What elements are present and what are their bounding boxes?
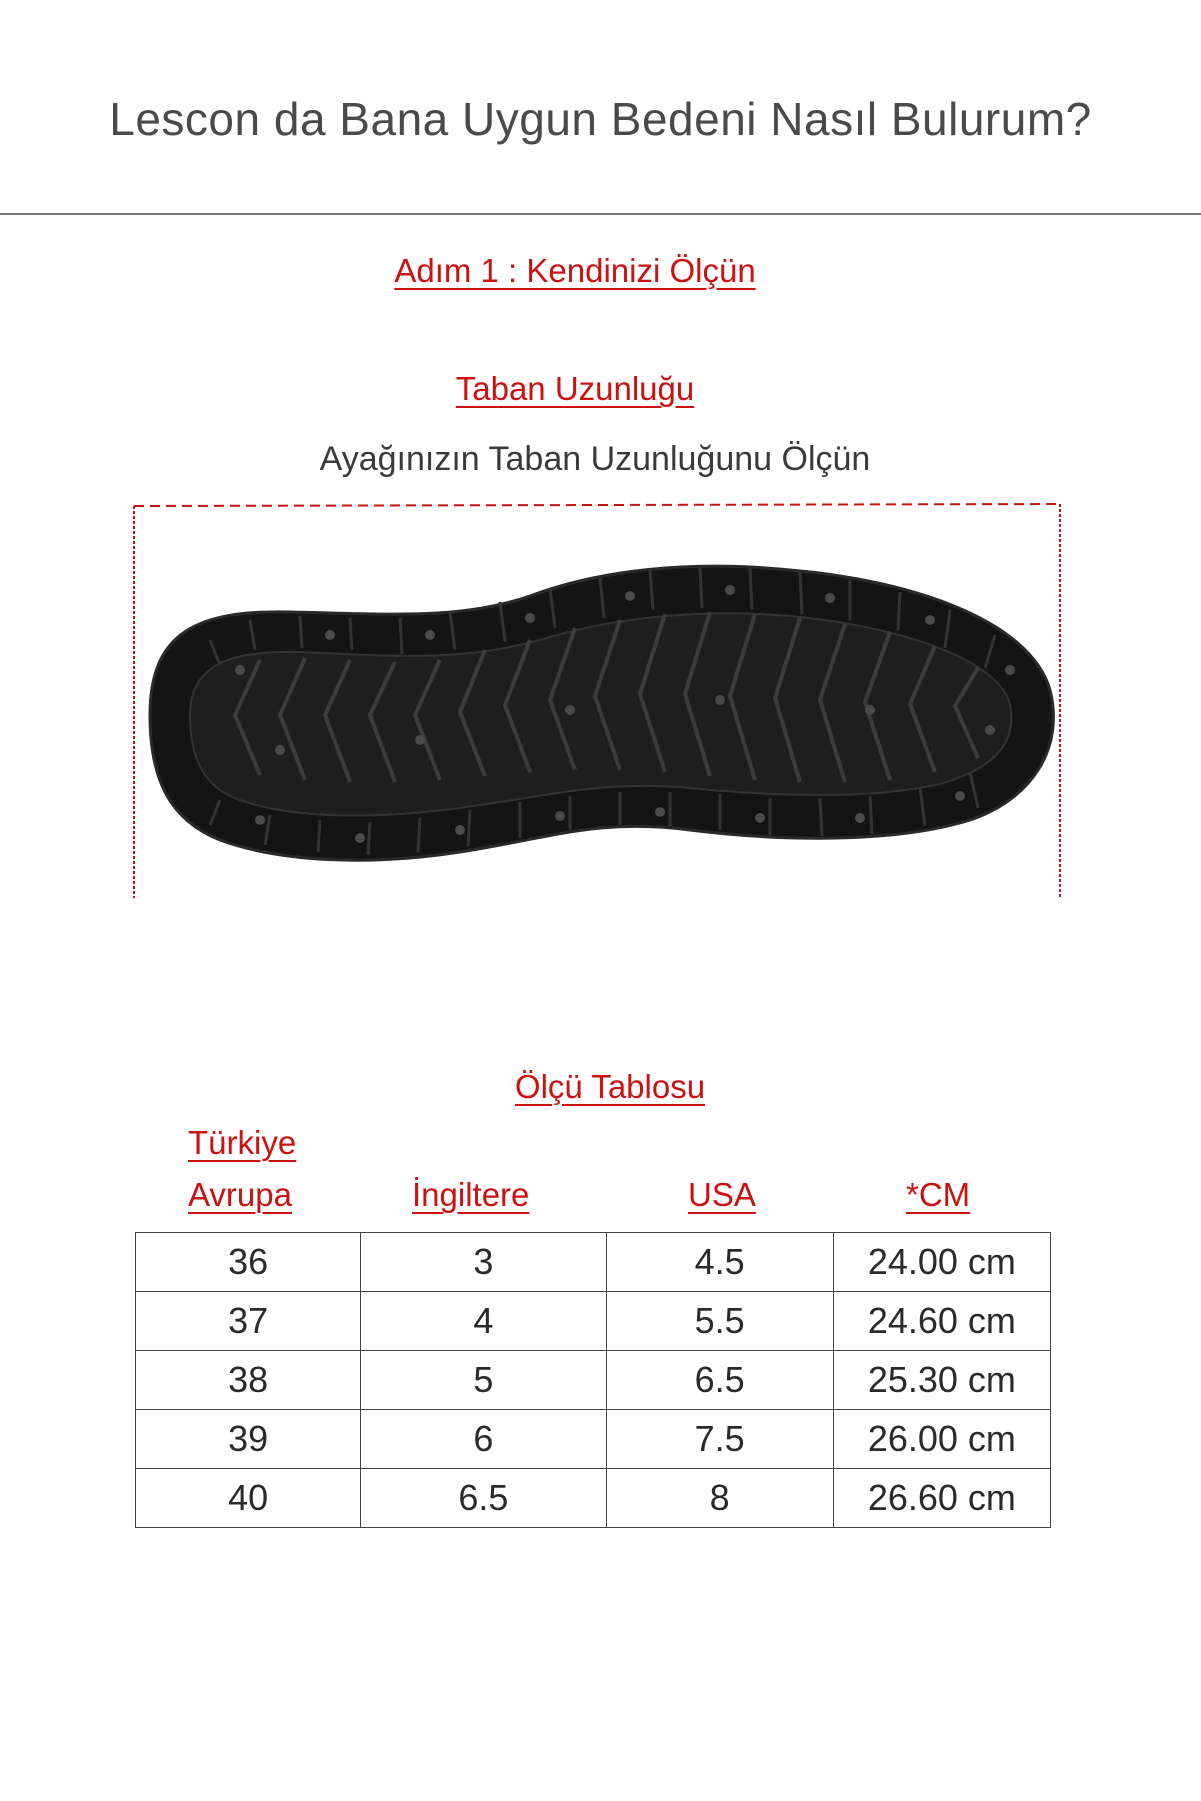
eu-size-cell: 39 bbox=[136, 1410, 361, 1469]
size-table bbox=[135, 1232, 1051, 1528]
uk-size-cell: 4 bbox=[361, 1292, 606, 1351]
page-title: Lescon da Bana Uygun Bedeni Nasıl Bulurum? bbox=[109, 93, 1092, 145]
table-row bbox=[136, 1410, 1051, 1469]
header-turkey: Türkiye bbox=[188, 1124, 297, 1161]
header-uk: İngiltere bbox=[412, 1176, 530, 1213]
cm-size-cell: 26.00 cm bbox=[833, 1410, 1050, 1469]
sole-length-heading: Taban Uzunluğu bbox=[455, 370, 695, 407]
uk-size-cell: 3 bbox=[361, 1233, 606, 1292]
eu-size-cell: 36 bbox=[136, 1233, 361, 1292]
table-row bbox=[136, 1233, 1051, 1292]
eu-size-cell: 37 bbox=[136, 1292, 361, 1351]
shoe-sole-illustration bbox=[130, 500, 1064, 925]
us-size-cell: 7.5 bbox=[606, 1410, 833, 1469]
us-size-cell: 4.5 bbox=[606, 1233, 833, 1292]
shoe-sole-image bbox=[130, 500, 1064, 925]
cm-size-cell: 26.60 cm bbox=[833, 1469, 1050, 1528]
measure-instruction: Ayağınızın Taban Uzunluğunu Ölçün bbox=[319, 440, 871, 478]
uk-size-cell: 6 bbox=[361, 1410, 606, 1469]
step-heading: Adım 1 : Kendinizi Ölçün bbox=[394, 252, 756, 289]
table-row bbox=[136, 1351, 1051, 1410]
header-usa: USA bbox=[688, 1176, 756, 1213]
uk-size-cell: 6.5 bbox=[361, 1469, 606, 1528]
us-size-cell: 5.5 bbox=[606, 1292, 833, 1351]
table-row bbox=[136, 1469, 1051, 1528]
us-size-cell: 6.5 bbox=[606, 1351, 833, 1410]
us-size-cell: 8 bbox=[606, 1469, 833, 1528]
measure-top-line bbox=[134, 504, 1062, 506]
cm-size-cell: 24.00 cm bbox=[833, 1233, 1050, 1292]
uk-size-cell: 5 bbox=[361, 1351, 606, 1410]
title-divider bbox=[0, 213, 1201, 215]
size-chart-title: Ölçü Tablosu bbox=[514, 1068, 706, 1105]
eu-size-cell: 40 bbox=[136, 1469, 361, 1528]
header-europe: Avrupa bbox=[188, 1176, 292, 1213]
cm-size-cell: 25.30 cm bbox=[833, 1351, 1050, 1410]
cm-size-cell: 24.60 cm bbox=[833, 1292, 1050, 1351]
header-cm: *CM bbox=[906, 1176, 971, 1213]
eu-size-cell: 38 bbox=[136, 1351, 361, 1410]
table-row bbox=[136, 1292, 1051, 1351]
